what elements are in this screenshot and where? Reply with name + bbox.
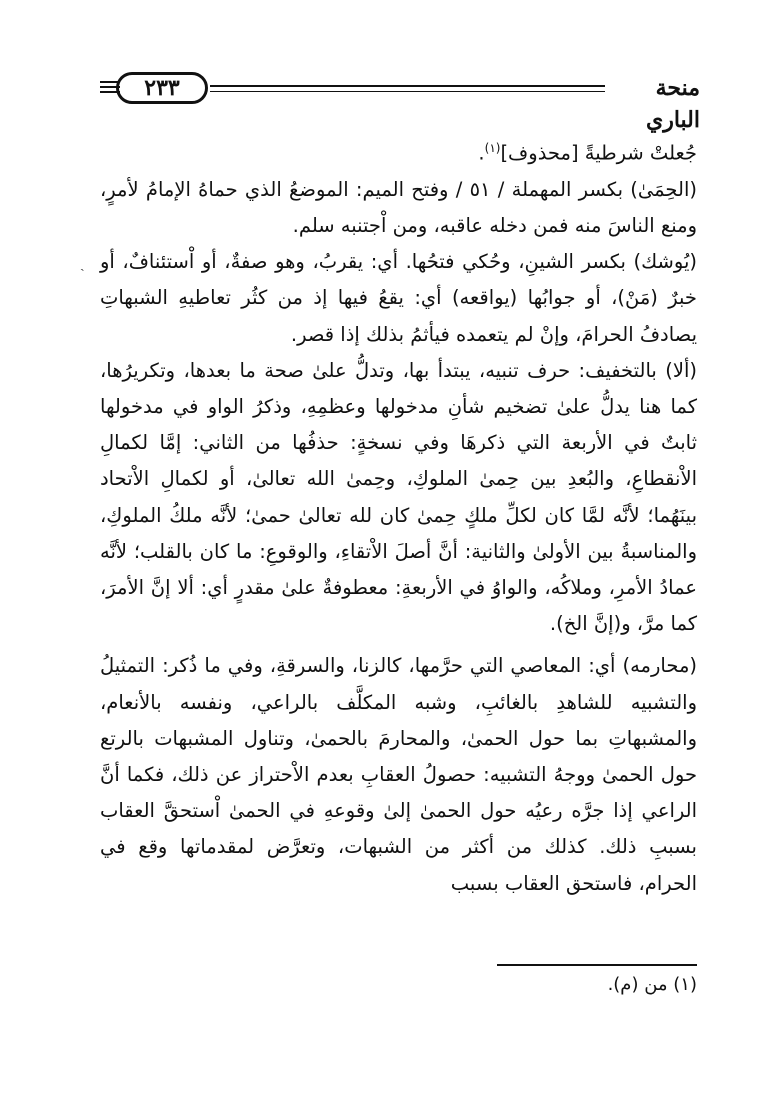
margin-mark: ˎ bbox=[80, 256, 85, 272]
header-rule-thin bbox=[210, 91, 605, 92]
paragraph: جُعلتْ شرطيةً [محذوف]$^{(١)}$. bbox=[478, 141, 697, 165]
header-rule bbox=[210, 85, 605, 87]
footnote-divider bbox=[497, 964, 697, 966]
footnote: (١) من (م). bbox=[607, 974, 697, 995]
book-title: منحة الباري bbox=[645, 75, 700, 133]
paragraph: (الحِمَىٰ) بكسر المهملة / ٥١ / وفتح الميم: الموضعُ الذي حماهُ الإمامُ لأمرٍ، ومنع الناسَ منه فمن دخله عاقبه، ومن اْجتنبه سلم. bbox=[100, 177, 697, 237]
paragraph: (يُوشك) بكسر الشينِ، وحُكي فتحُها. أي: يقربُ، وهو صفةٌ، أو اْستئنافٌ، أو خبرٌ (مَنْ)، أو جوابُها (يواقعه) أي: يقعُ فيها إذ من كثُر تعاطيهِ الشبهاتِ يصادفُ الحرامَ، وإنْ لم يتعمده فيأثمُ بذلك إذا قصر. bbox=[100, 250, 697, 346]
paragraph: (محارمه) أي: المعاصي التي حرَّمها، كالزنا، والسرقةِ، وفي ما ذُكر: التمثيلُ والتشبيه للشاهدِ بالغائبِ، وشبه المكلَّف بالراعي، ونفسه بالأنعام، والمشبهاتِ بما حول الحمىٰ، والمحارمَ بالحمىٰ، وتناول المشبهات بالرتع حول الحمىٰ ووجهُ التشبيه: حصولُ العقابِ بعدم الاْحتراز عن ذلك، فكما أنَّ الراعي إذا جرَّه رعيُه حول الحمىٰ إلىٰ وقوعهِ في الحمىٰ اْستحقَّ العقاب بسببِ ذلك. كذلك من أكثر من الشبهات، وتعرَّض لمقدماتها وقع في الحرام، فاستحق العقاب بسبب bbox=[100, 654, 697, 895]
running-header bbox=[100, 60, 700, 133]
main-text bbox=[100, 130, 697, 902]
paragraph: (ألا) بالتخفيف: حرف تنبيه، يبتدأ بها، وتدلُّ علىٰ صحة ما بعدها، وتكريرُها، كما هنا يدلُّ علىٰ تضخيم شأنِ مدخولها وعظمِهِ، وذكرُ الواو في مدخولها ثابتٌ في الأربعة التي ذكرهَا وفي نسخةٍ: حذفُها من الثاني: إمَّا لكمالِ الاْنقطاعِ، والبُعدِ بين حِمىٰ الملوكِ، وحِمىٰ الله تعالىٰ، أو لكمالِ الاْتحاد بينَهُما؛ لأنَّه لمَّا كان لكلِّ ملكٍ حِمىٰ كان لله تعالىٰ حمىٰ؛ لأنَّه ملكُ الملوكِ، والمناسبةُ بين الأولىٰ والثانية: أنَّ أصلَ الاْتقاءِ، والوقوعِ: ما كان بالقلب؛ لأنَّه عمادُ الأمرِ، وملاكُه، والواوُ في الأربعةِ: معطوفةٌ علىٰ مقدرٍ أي: ألا إنَّ الأمرَ، كما مرَّ، و(إنَّ الخ). bbox=[100, 358, 697, 636]
footnote-marker: (١) bbox=[484, 141, 501, 155]
page-number: ٢٣٣ bbox=[116, 72, 208, 104]
